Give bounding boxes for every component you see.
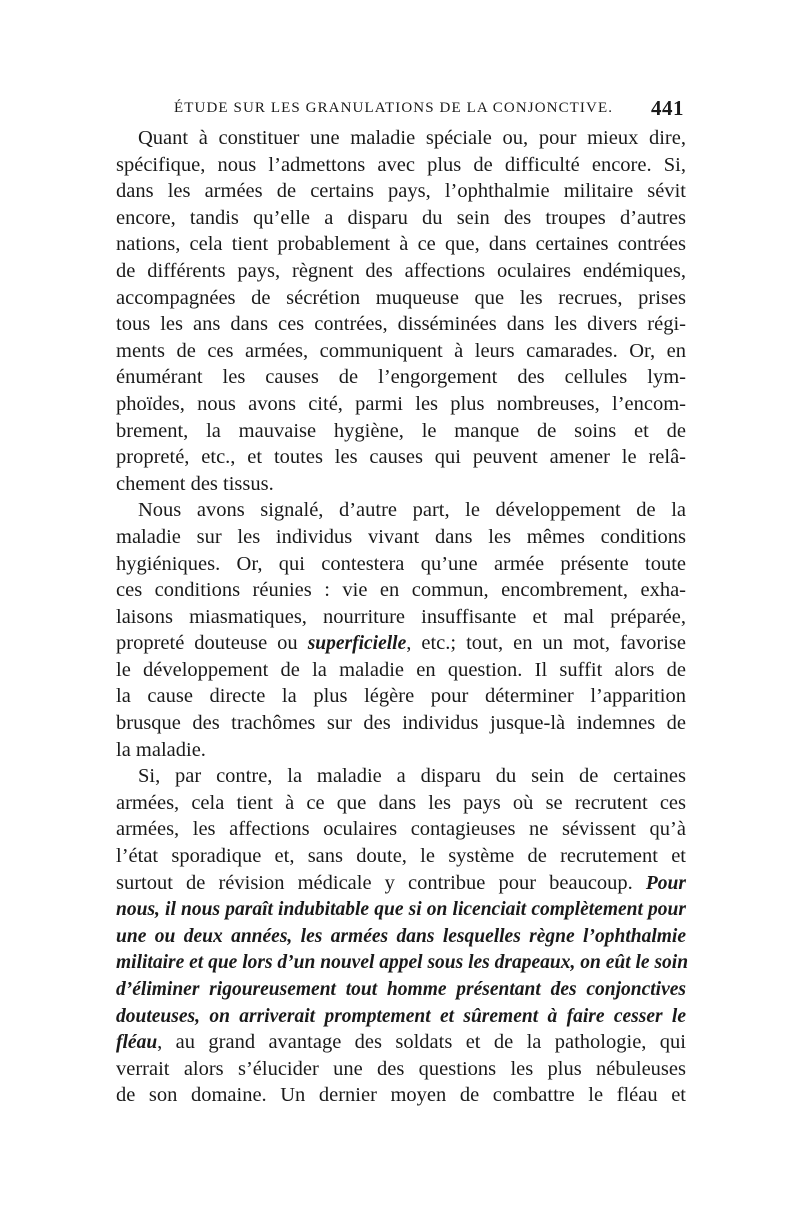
italic-text-run: Pour [645, 872, 686, 894]
running-title: ÉTUDE SUR LES GRANULATIONS DE LA CONJONCTIVE. [174, 100, 614, 116]
text-run: , au grand avantage des soldats et de la pathologie, qui [157, 1031, 686, 1054]
text-run: surtout de révision médicale y contribue pour beaucoup. [116, 871, 646, 894]
italic-text-run: militaire et que lors d’un nouvel appel sous les drapeaux, on eût le soin [116, 952, 689, 974]
text-line: laisons miasmatiques, nourriture insuffisante et mal préparée, [116, 605, 686, 628]
text-line: accompagnées de sécrétion muqueuse que les recrues, prises [116, 286, 686, 309]
text-line: Quant à constituer une maladie spéciale ou, pour mieux dire, [138, 127, 686, 149]
text-line: brement, la mauvaise hygiène, le manque de soins et de [116, 419, 686, 442]
text-line: chement des tissus. [116, 472, 274, 495]
italic-text-line [116, 949, 689, 976]
text-line: encore, tandis qu’elle a disparu du sein des troupes d’autres [116, 206, 686, 229]
italic-text-run: nous, il nous paraît indubitable que si on licenciait complètement pour [116, 899, 686, 921]
italic-text-run: fléau [116, 1032, 158, 1054]
italic-text-run: une ou deux années, les armées dans lesquelles règne l’ophthalmie [116, 925, 686, 947]
text-line: ces conditions réunies : vie en commun, encombrement, exha- [116, 579, 686, 602]
text-line: Si, par contre, la maladie a disparu du sein de certaines [138, 765, 686, 788]
paragraph [116, 763, 689, 1109]
text-run: , etc.; tout, en un mot, favorise [406, 632, 687, 655]
text-line: nations, cela tient probablement à ce que, dans certaines contrées [116, 233, 686, 256]
text-line: propreté, etc., et toutes les causes qui peuvent amener le relâ- [116, 446, 686, 469]
italic-text-line [116, 923, 686, 950]
text-line: de différents pays, règnent des affections oculaires endémiques, [116, 259, 686, 282]
text-line: Nous avons signalé, d’autre part, le développement de la [138, 499, 686, 522]
italic-text-line [116, 896, 686, 923]
text-line: dans les armées de certains pays, l’ophthalmie militaire sévit [116, 180, 686, 203]
text-line: spécifique, nous l’admettons avec plus de difficulté encore. Si, [116, 153, 686, 176]
italic-text-run: superficielle [307, 633, 407, 655]
body-text [116, 125, 689, 1109]
paragraph [116, 497, 686, 763]
text-line: phoïdes, nous avons cité, parmi les plus nombreuses, l’encom- [116, 392, 686, 415]
running-header [116, 96, 686, 122]
text-line: la maladie. [116, 738, 206, 761]
text-line: l’état sporadique et, sans doute, le système de recrutement et [116, 845, 686, 868]
paragraph [116, 125, 686, 497]
italic-text-run: douteuses, on arriverait promptement et sûrement à faire cesser le [116, 1005, 686, 1027]
italic-text-line [116, 1003, 686, 1030]
text-line [116, 630, 686, 657]
text-line: la cause directe la plus légère pour déterminer l’apparition [116, 685, 686, 708]
page-number: 441 [651, 96, 684, 120]
text-line: ments de ces armées, communiquent à leurs camarades. Or, en [116, 339, 686, 362]
text-line: verrait alors s’élucider une des questions les plus nébuleuses [116, 1057, 686, 1080]
text-line: brusque des trachômes sur des individus jusque-là indemnes de [116, 712, 686, 735]
text-line [116, 870, 686, 897]
text-line: le développement de la maladie en question. Il suffit alors de [116, 658, 686, 681]
text-line [116, 1029, 686, 1056]
text-line: de son domaine. Un dernier moyen de combattre le fléau et [116, 1084, 686, 1107]
text-line: tous les ans dans ces contrées, disséminées dans les divers régi- [116, 313, 686, 336]
text-line: armées, cela tient à ce que dans les pays où se recrutent ces [116, 791, 686, 814]
italic-text-line [116, 976, 686, 1003]
italic-text-run: d’éliminer rigoureusement tout homme présentant des conjonctives [116, 979, 686, 1000]
text-line: hygiéniques. Or, qui contestera qu’une armée présente toute [116, 552, 686, 575]
text-line: maladie sur les individus vivant dans les mêmes conditions [116, 525, 686, 548]
text-run: propreté douteuse ou [116, 632, 308, 655]
text-line: énumérant les causes de l’engorgement des cellules lym- [116, 366, 686, 389]
text-line: armées, les affections oculaires contagieuses ne sévissent qu’à [116, 818, 686, 841]
